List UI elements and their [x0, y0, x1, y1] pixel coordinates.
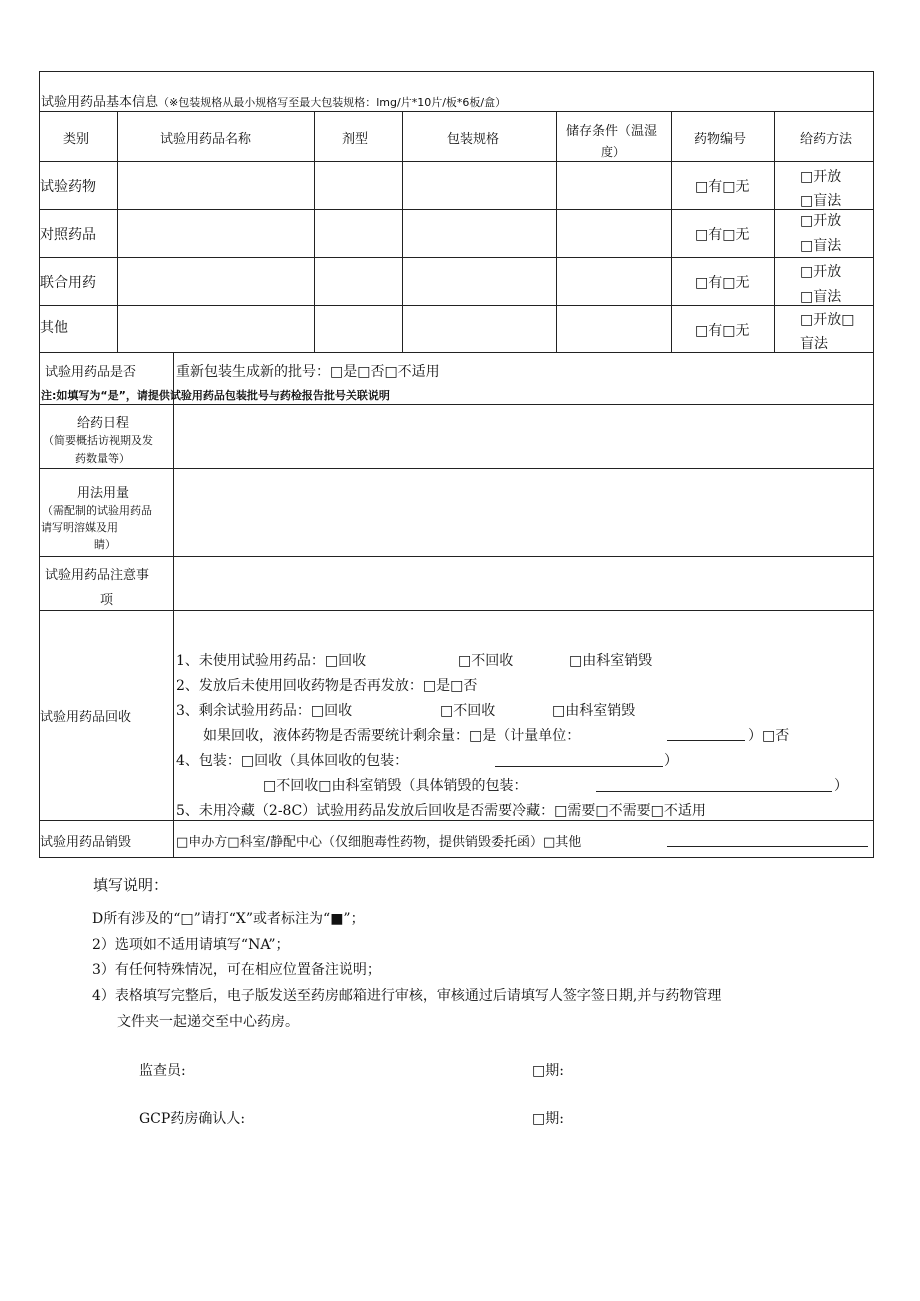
- recovery-label: 试验用药品回收: [40, 710, 132, 725]
- recovery-line3-b[interactable]: □不回收: [440, 703, 496, 719]
- recovery-line5[interactable]: 5、未用冷藏（2-8C）试验用药品发放后回收是否需要冷藏：□需要□不需要□不适用: [176, 803, 706, 819]
- row-number-options[interactable]: □有□无: [695, 323, 750, 339]
- row-number-options[interactable]: □有□无: [695, 275, 750, 291]
- recovery-line1-c[interactable]: □由科室销毁: [569, 653, 653, 669]
- repack-question[interactable]: 重新包装生成新的批号：□是□否□不适用: [176, 364, 440, 380]
- header-dosage-form: 剂型: [342, 132, 369, 147]
- instruction-item: 4）表格填写完整后，电子版发送至药房邮箱进行审核，审核通过后请填写人签字签日期,并与药物管理: [92, 988, 722, 1004]
- basic-info-title: 试验用药品基本信息: [41, 95, 159, 110]
- repack-label: 试验用药品是否: [45, 365, 137, 380]
- header-category: 类别: [63, 132, 90, 147]
- recovery-line4-b: ）: [664, 753, 678, 769]
- usage-title: 用法用量: [77, 486, 130, 501]
- gcp-signature-label: GCP药房确认人:: [139, 1111, 246, 1127]
- usage-sub3: 睛）: [94, 538, 116, 551]
- row-category: 联合用药: [40, 275, 96, 291]
- header-drug-number: 药物编号: [694, 132, 747, 147]
- schedule-title: 给药日程: [77, 416, 130, 431]
- recycle-package-blank[interactable]: [495, 766, 663, 767]
- row-category: 其他: [40, 320, 68, 336]
- row-method-option[interactable]: □盲法: [800, 193, 842, 209]
- usage-sub2: 请写明溶媒及用: [41, 521, 118, 534]
- monitor-date-label: □期:: [532, 1063, 564, 1079]
- row-method-option[interactable]: □开放□: [800, 312, 855, 328]
- row-category: 对照药品: [40, 227, 96, 243]
- recovery-line4b-b: ）: [834, 778, 848, 794]
- instruction-item: 2）选项如不适用请填写“NA”；: [92, 937, 290, 953]
- row-method-option[interactable]: □盲法: [800, 238, 842, 254]
- row-number-options[interactable]: □有□无: [695, 179, 750, 195]
- instruction-item-continued: 文件夹一起递交至中心药房。: [117, 1014, 299, 1030]
- row-method-option[interactable]: □开放: [800, 264, 842, 280]
- usage-sub1: （需配制的试验用药品: [42, 504, 152, 517]
- basic-info-note: （※包装规格从最小规格写至最大包装规格：lmg/片*10片/板*6板/盒）: [158, 96, 507, 109]
- row-category: 试验药物: [40, 179, 96, 195]
- gcp-date-label: □期:: [532, 1111, 564, 1127]
- destroy-label: 试验用药品销毁: [40, 835, 132, 850]
- schedule-sub1: （简要概括访视期及发: [43, 434, 153, 447]
- measure-unit-blank[interactable]: [667, 740, 745, 741]
- recovery-line4b-a[interactable]: □不回收□由科室销毁（具体销毁的包装：: [263, 778, 528, 794]
- row-method-option[interactable]: □开放: [800, 169, 842, 185]
- header-package-spec: 包装规格: [447, 132, 500, 147]
- recovery-line3-a[interactable]: 3、剩余试验用药品：□回收: [176, 703, 353, 719]
- recovery-line3-detail-a[interactable]: 如果回收，液体药物是否需要统计剩余量：□是（计量单位：: [203, 728, 581, 744]
- repack-note: 注:如填写为“是”，请提供试验用药品包装批号与药检报告批号关联说明: [41, 389, 390, 402]
- recovery-line2[interactable]: 2、发放后未使用回收药物是否再发放：□是□否: [176, 678, 478, 694]
- row-method-option[interactable]: 盲法: [800, 336, 828, 352]
- precautions-line2: 项: [100, 593, 114, 608]
- recovery-line4-a[interactable]: 4、包装：□回收（具体回收的包装：: [176, 753, 409, 769]
- row-number-options[interactable]: □有□无: [695, 227, 750, 243]
- schedule-sub2: 药数量等）: [75, 452, 130, 465]
- recovery-line3-c[interactable]: □由科室销毁: [552, 703, 636, 719]
- header-storage-line2: 度）: [601, 145, 626, 159]
- header-admin-method: 给药方法: [800, 132, 853, 147]
- row-method-option[interactable]: □盲法: [800, 289, 842, 305]
- header-drug-name: 试验用药品名称: [160, 132, 252, 147]
- destroy-package-blank[interactable]: [596, 791, 832, 792]
- basic-info-heading: [41, 91, 506, 110]
- monitor-signature-label: 监查员:: [139, 1063, 186, 1079]
- precautions-line1: 试验用药品注意事: [45, 568, 150, 583]
- instructions-title: 填写说明：: [93, 876, 169, 894]
- instruction-item: 3）有任何特殊情况，可在相应位置备注说明；: [92, 962, 381, 978]
- recovery-line1-b[interactable]: □不回收: [458, 653, 514, 669]
- destroy-options[interactable]: □申办方□科室/静配中心（仅细胞毒性药物，提供销毁委托函）□其他: [176, 835, 582, 850]
- header-storage-line1: 储存条件（温湿: [566, 124, 658, 139]
- instruction-item: D所有涉及的“□”请打“X”或者标注为“■”；: [92, 911, 365, 927]
- recovery-line1-a[interactable]: 1、未使用试验用药品：□回收: [176, 653, 367, 669]
- recovery-line3-detail-b[interactable]: ）□否: [748, 728, 790, 744]
- row-method-option[interactable]: □开放: [800, 213, 842, 229]
- destroy-other-blank[interactable]: [667, 846, 868, 847]
